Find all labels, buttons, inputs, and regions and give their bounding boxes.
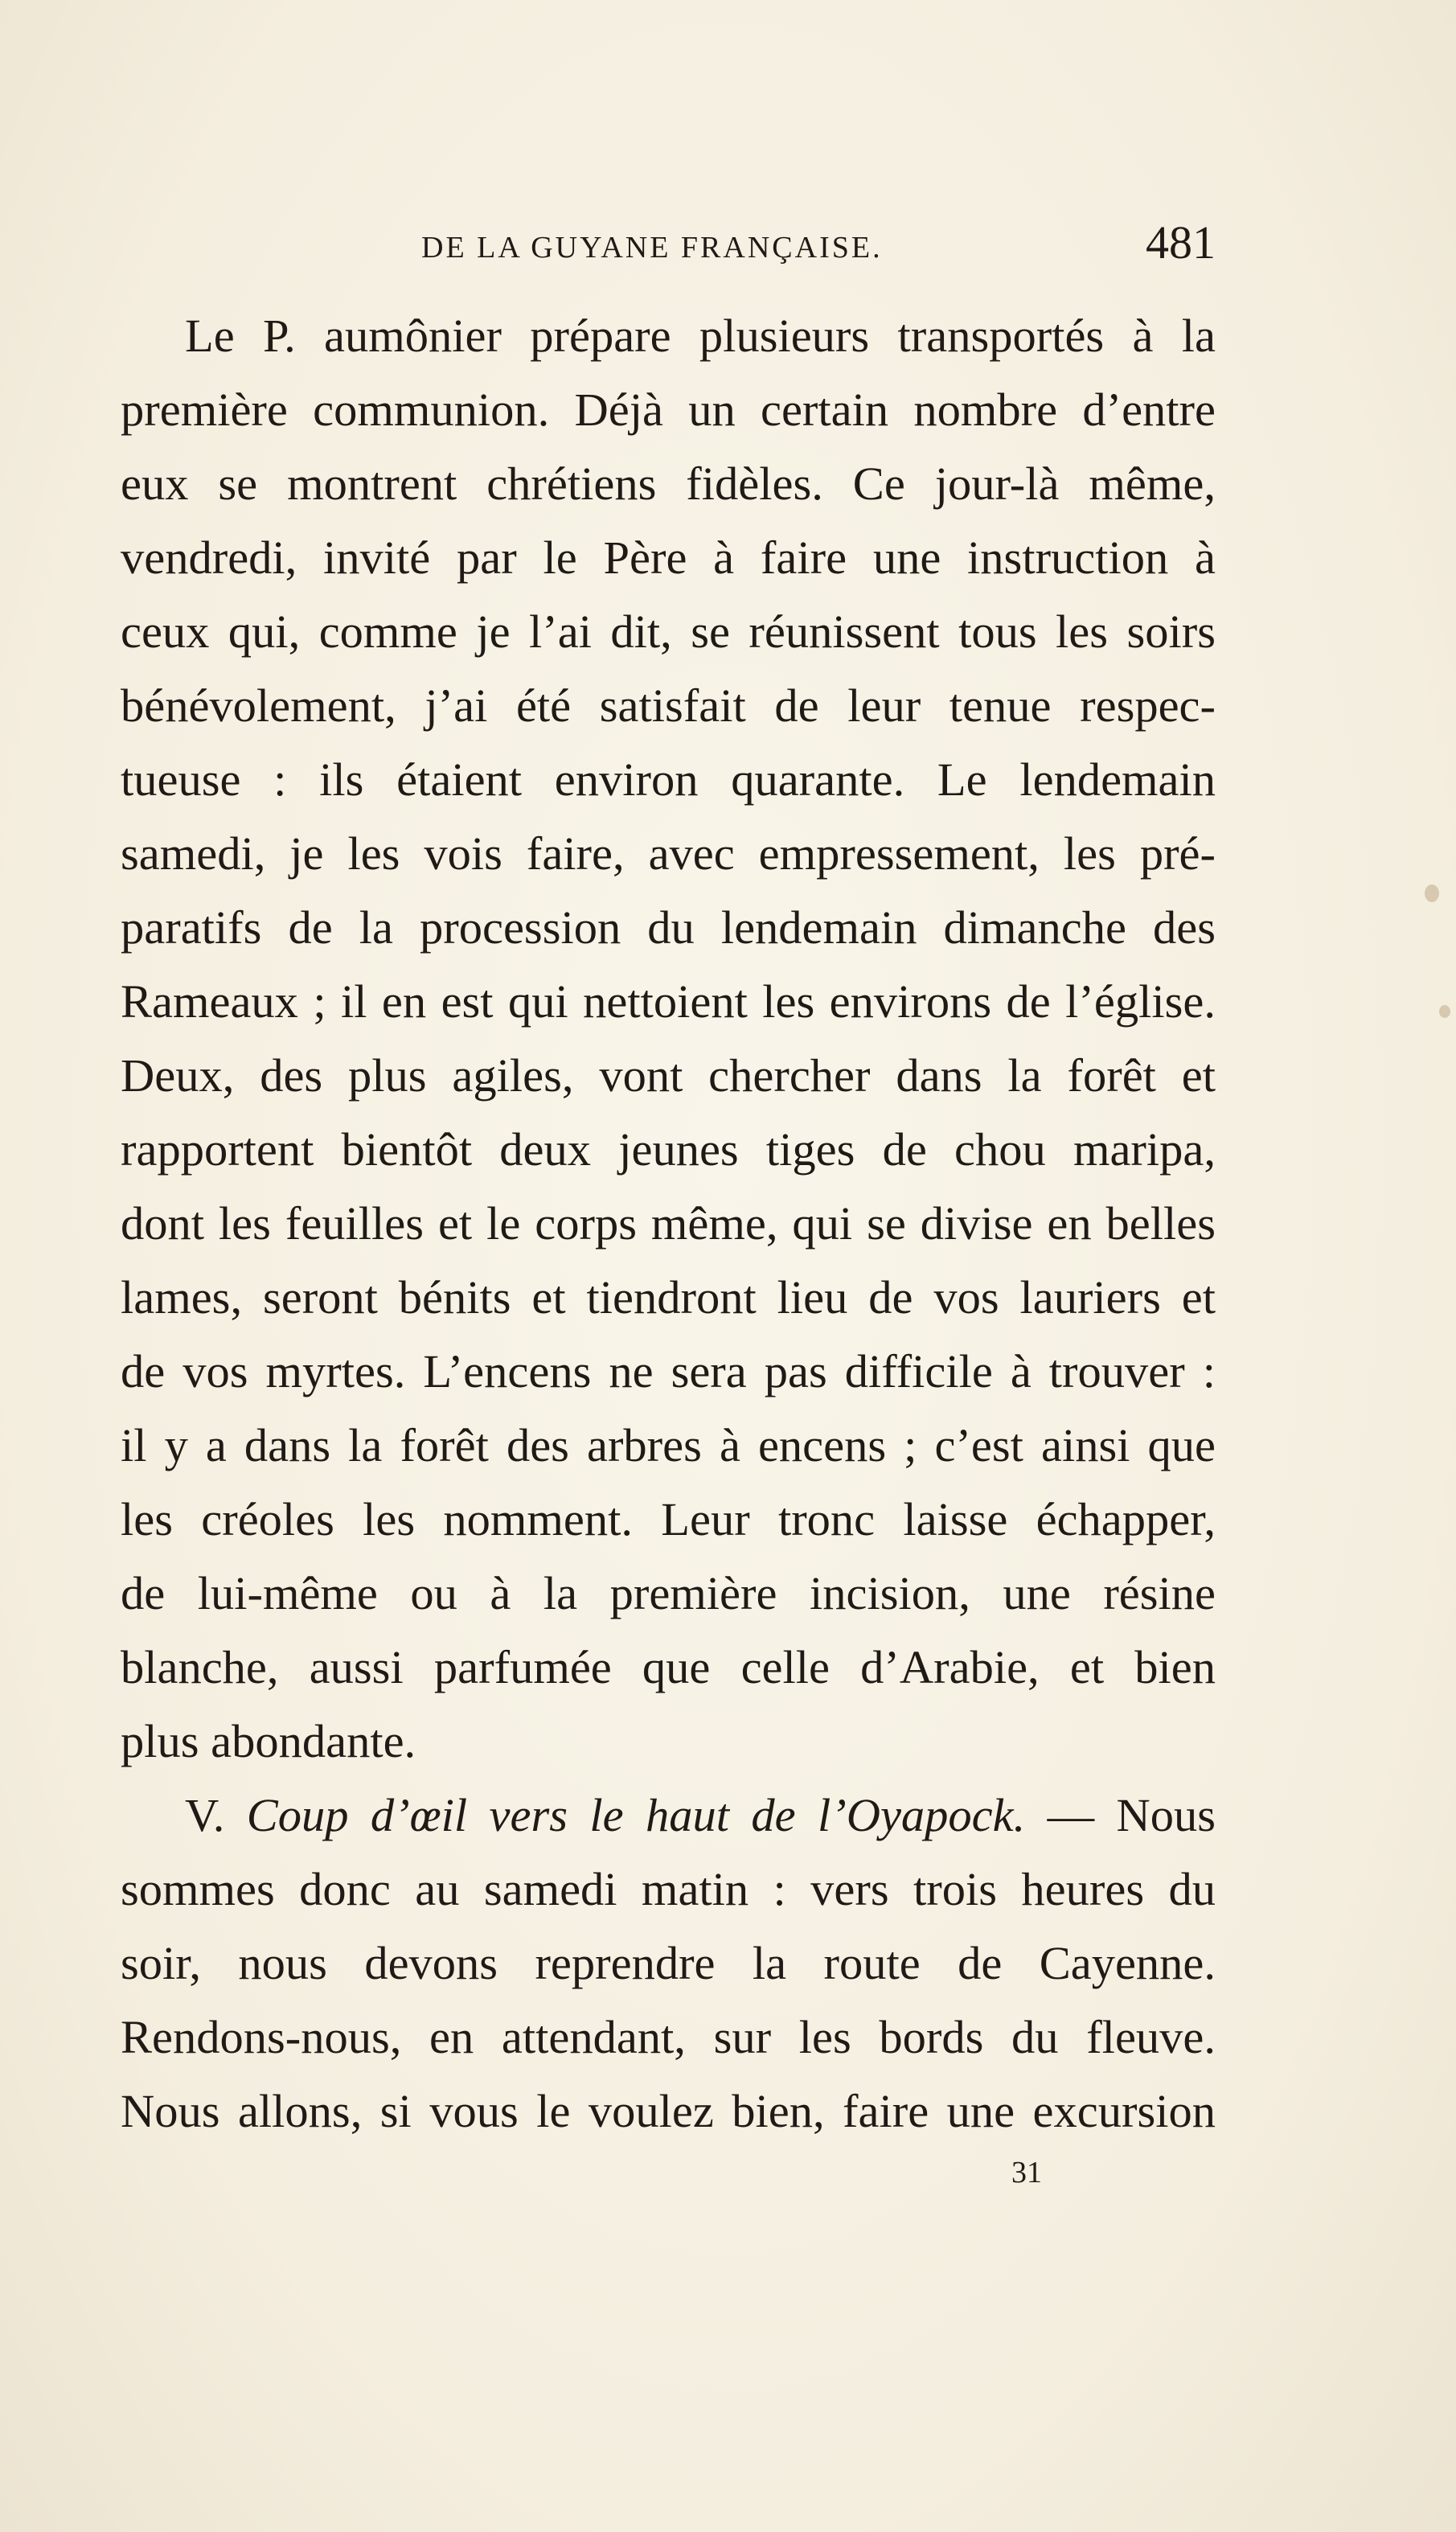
signature-mark: 31 bbox=[1011, 2156, 1042, 2189]
text-line: il y a dans la forêt des arbres à encens ; c’est ainsi que bbox=[121, 1419, 1216, 1471]
text-line: samedi, je les vois faire, avec empressement, les pré- bbox=[121, 827, 1216, 880]
body-text bbox=[121, 299, 1216, 2148]
paper-smudge bbox=[1425, 884, 1439, 902]
text-line: Deux, des plus agiles, vont chercher dans la forêt et bbox=[121, 1049, 1216, 1102]
text-line: soir, nous devons reprendre la route de Cayenne. bbox=[121, 1937, 1216, 1989]
text-line: dont les feuilles et le corps même, qui se divise en belles bbox=[121, 1197, 1216, 1250]
text-line: blanche, aussi parfumée que celle d’Arabie, et bien bbox=[121, 1641, 1216, 1693]
text-line: sommes donc au samedi matin : vers trois heures du bbox=[121, 1863, 1216, 1915]
running-head bbox=[121, 215, 1216, 280]
text-line: paratifs de la procession du lendemain dimanche des bbox=[121, 901, 1216, 954]
section-title: Coup d’œil vers le haut de l’Oyapock. bbox=[246, 1789, 1026, 1841]
text-line: bénévolement, j’ai été satisfait de leur tenue respec- bbox=[121, 679, 1216, 732]
text-line: plus abondante. bbox=[121, 1715, 416, 1767]
text-line: Rendons-nous, en attendant, sur les bords du fleuve. bbox=[121, 2011, 1216, 2063]
section-heading-line bbox=[121, 1779, 1216, 1853]
text-line: de lui-même ou à la première incision, une résine bbox=[121, 1567, 1216, 1619]
text-line: lames, seront bénits et tiendront lieu de vos lauriers et bbox=[121, 1271, 1216, 1323]
text-line: Le P. aumônier prépare plusieurs transportés à la bbox=[185, 310, 1216, 362]
text-line: rapportent bientôt deux jeunes tiges de chou maripa, bbox=[121, 1123, 1216, 1176]
text-line: vendredi, invité par le Père à faire une instruction à bbox=[121, 531, 1216, 584]
paper-smudge bbox=[1439, 1005, 1450, 1018]
text-line: de vos myrtes. L’encens ne sera pas difficile à trouver : bbox=[121, 1345, 1216, 1397]
section-number: V. bbox=[185, 1789, 225, 1841]
text-line: tueuse : ils étaient environ quarante. Le lendemain bbox=[121, 753, 1216, 806]
text-line: Nous allons, si vous le voulez bien, faire une excursion bbox=[121, 2085, 1216, 2137]
section-heading-rest: — Nous bbox=[1047, 1789, 1216, 1841]
text-line: les créoles les nomment. Leur tronc laisse échapper, bbox=[121, 1493, 1216, 1545]
page-number: 481 bbox=[1146, 216, 1216, 269]
text-line: eux se montrent chrétiens fidèles. Ce jour-là même, bbox=[121, 458, 1216, 510]
text-line: Rameaux ; il en est qui nettoient les environs de l’église. bbox=[121, 975, 1216, 1028]
text-line: première communion. Déjà un certain nombre d’entre bbox=[121, 384, 1216, 436]
text-line: ceux qui, comme je l’ai dit, se réunissent tous les soirs bbox=[121, 605, 1216, 658]
running-title: DE LA GUYANE FRANÇAISE. bbox=[421, 231, 883, 265]
